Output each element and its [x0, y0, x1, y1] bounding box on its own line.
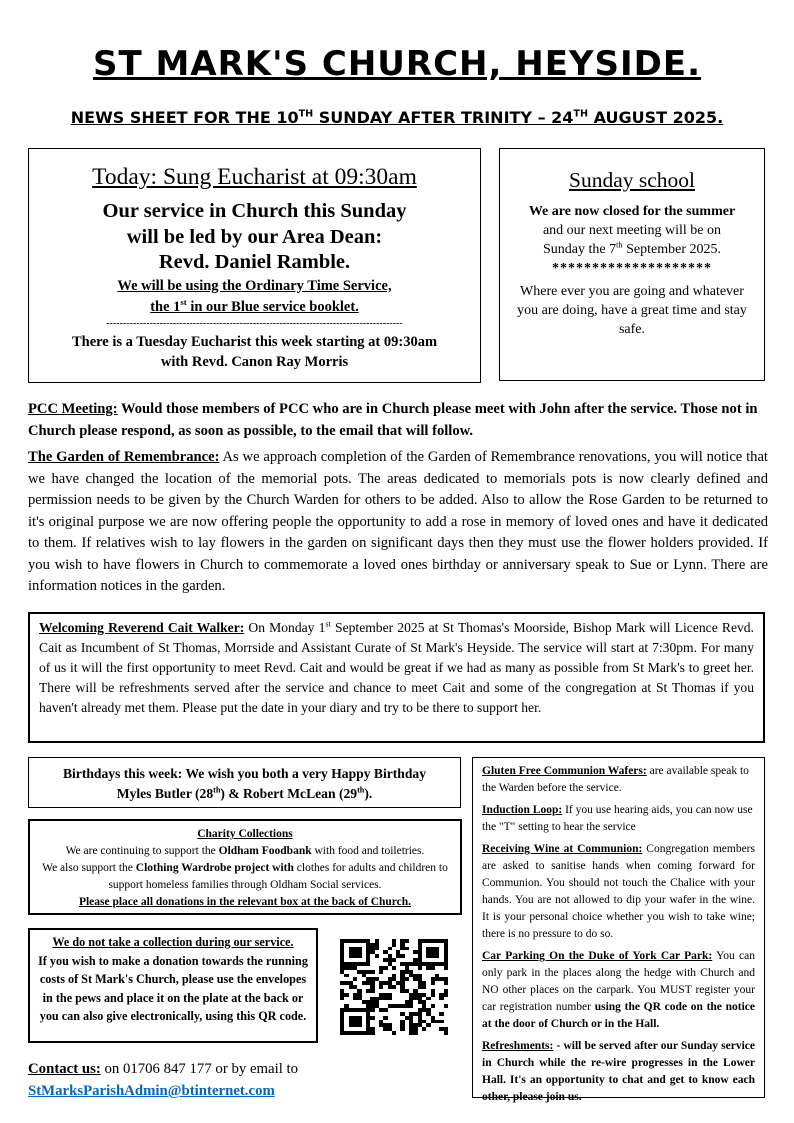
- birthdays-box: Birthdays this week: We wish you both a very Happy Birthday Myles Butler (28th) & Robert McLean (29th).: [28, 757, 461, 808]
- refreshments-notice: Refreshments: - will be served after our Sunday service in Church while the re-wire progresses in the Lower Hall. It's an opportunity to chat and get to know each other, please join us.: [482, 1040, 755, 1103]
- contact-info: Contact us: on 01706 847 177 or by email to StMarksParishAdmin@btinternet.com: [28, 1061, 299, 1099]
- sunday-school-box: Sunday school We are now closed for the summer and our next meeting will be on Sunday the 7th September 2025. ******************** Where ever you are going and whatever you are doing, have a great time and stay safe.: [499, 148, 765, 381]
- charity-box: Charity Collections We are continuing to support the Oldham Foodbank with food and toiletries. We also support the Clothing Wardrobe project with clothes for adults and children to support homeless families through Oldham Social services. Please place all donations in the relevant box at the back of Church.: [28, 819, 462, 915]
- today-leader: Our service in Church this Sunday will be led by our Area Dean: Revd. Daniel Ramble.: [102, 200, 407, 273]
- pcc-notice: PCC Meeting: Would those members of PCC who are in Church please meet with John after the service. Those not in Church please respond, as soon as possible, to the email that will follow.: [28, 401, 758, 439]
- sunday-school-heading: Sunday school: [568, 168, 695, 192]
- wine-notice: Receiving Wine at Communion: Congregation members are asked to sanitise hands when coming forward for Communion. You should not touch the Chalice with your hands. You are not allowed to dip your wafer in the wine. It is your personal choice whether you wish to take wine; there is no pressure to do so.: [482, 843, 755, 940]
- qr-code-icon[interactable]: [340, 939, 448, 1035]
- tuesday-eucharist: There is a Tuesday Eucharist this week starting at 09:30am with Revd. Canon Ray Morris: [71, 333, 438, 370]
- gluten-free-notice: Gluten Free Communion Wafers: are available speak to the Warden before the service.: [482, 765, 749, 794]
- today-service-box: [28, 148, 481, 383]
- page-subtitle: NEWS SHEET FOR THE 10TH SUNDAY AFTER TRINITY – 24TH AUGUST 2025.: [70, 108, 724, 127]
- today-heading: Today: Sung Eucharist at 09:30am: [92, 164, 417, 190]
- service-booklet-note: We will be using the Ordinary Time Service, the 1st in our Blue service booklet.: [117, 277, 392, 315]
- page-title: ST MARK'S CHURCH, HEYSIDE.: [92, 44, 702, 84]
- garden-notice: The Garden of Remembrance: As we approach completion of the Garden of Remembrance renovations, you will notice that we have changed the location of the memorial pots. The areas dedicated to memorials pots is now clearly defined and permission needs to be given by the Church Warden for others to be added. Also to allow the Rose Garden to be returned to it's original purpose we are now offering people the opportunity to add a rose in memory of loved ones and have it dedicated to them. If relatives wish to lay flowers in the garden on significant days then they must use the flower holders provided. If you wish to have flowers in Church to commemorate a loved ones birthday or anniversary speak to Sue or Lynn. There are information notices in the garden.: [28, 449, 768, 594]
- notices-box: [472, 757, 765, 1103]
- parking-notice: Car Parking On the Duke of York Car Park: You can only park in the places along the hedge with Church and NO other places on the carpark. You MUST register your car registration number using the QR code on the notice at the door of Church or in the Hall.: [482, 950, 756, 1030]
- collection-box: We do not take a collection during our service. If you wish to make a donation towards the running costs of St Mark's Church, please use the envelopes in the pews and place it on the plate at the back or you can also give electronically, using this QR code.: [28, 928, 318, 1043]
- email-link[interactable]: StMarksParishAdmin@btinternet.com: [28, 1083, 275, 1099]
- divider: -----------------------------------------------------------------------------------------: [106, 317, 403, 329]
- induction-loop-notice: Induction Loop: If you use hearing aids, you can now use the "T" setting to hear the service: [482, 804, 753, 833]
- welcome-notice-box: Welcoming Reverend Cait Walker: On Monday 1st September 2025 at St Thomas's Moorside, Bishop Mark will Licence Revd. Cait as Incumbent of St Thomas, Morrside and Assistant Curate of St Mark's Heyside. The service will start at 7:30pm. For many of us it will the first opportunity to meet Revd. Cait and would be great if we had as many as possible from St Mark's to greet her. There will be refreshments served after the service and chance to meet Cait and some of the congregation at St Thomas if you haven't already met them. Please put the date in your diary and try to be there to support her.: [28, 612, 765, 743]
